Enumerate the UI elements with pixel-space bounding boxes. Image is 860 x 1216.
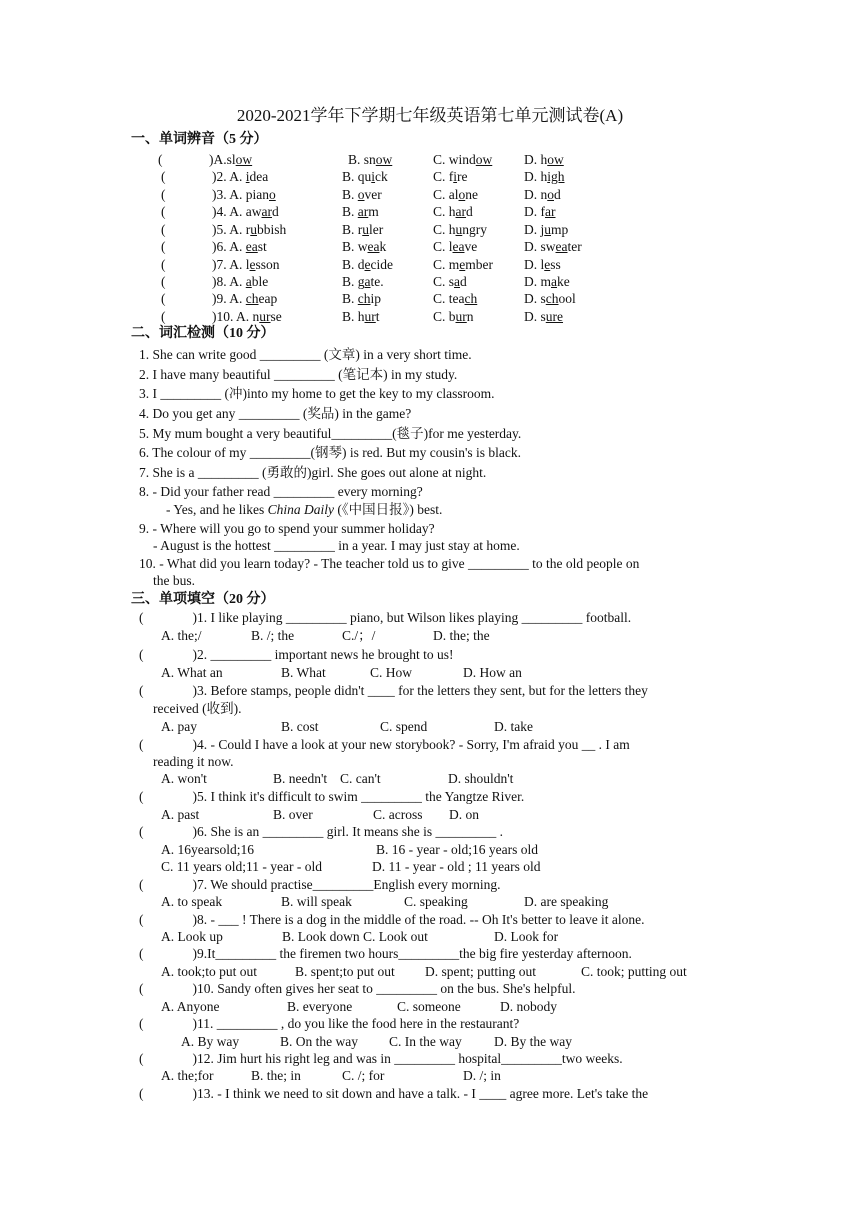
option-d: D. sweater: [524, 239, 582, 254]
mc-question: ( )12. Jim hurt his right leg and was in _________ hospital_________two weeks.: [139, 1051, 623, 1066]
option-d: D. school: [524, 291, 576, 306]
vocab-item: 7. She is a _________ (勇敢的)girl. She goes out alone at night.: [139, 465, 487, 480]
option-a: )4. A. award: [212, 204, 279, 219]
option: D. nobody: [500, 999, 557, 1014]
option: A. By way: [181, 1034, 240, 1049]
option-c: C. member: [433, 257, 494, 272]
mc-question: ( )2. _________ important news he brought to us!: [139, 647, 454, 662]
answer-bracket: (: [161, 169, 166, 184]
vocab-item-cont: the bus.: [153, 573, 195, 588]
option-c: C. window: [433, 152, 493, 167]
mc-question: ( )5. I think it's difficult to swim _________ the Yangtze River.: [139, 789, 525, 804]
mc-question: ( )6. She is an _________ girl. It means she is _________ .: [139, 824, 503, 839]
option-b: B. ruler: [342, 222, 384, 237]
option-c: C. leave: [433, 239, 478, 254]
option: C. How: [370, 665, 413, 680]
option-a: )5. A. rubbish: [212, 222, 287, 237]
mc-question: ( )11. _________ , do you like the food here in the restaurant?: [139, 1016, 520, 1031]
vocab-item: 2. I have many beautiful _________ (笔记本) in my study.: [139, 367, 458, 382]
option-b: B. over: [342, 187, 382, 202]
answer-bracket: (: [161, 187, 166, 202]
option: D. How an: [463, 665, 522, 680]
option: C. took; putting out: [581, 964, 687, 979]
option: B. over: [273, 807, 313, 822]
option-c: C. burn: [433, 309, 474, 324]
mc-question: ( )10. Sandy often gives her seat to _________ on the bus. She's helpful.: [139, 981, 576, 996]
option: B. On the way: [280, 1034, 358, 1049]
mc-question-cont: received (收到).: [153, 701, 242, 716]
option: D. shouldn't: [448, 771, 514, 786]
option: D. 11 - year - old ; 11 years old: [372, 859, 541, 874]
vocab-item-reply: - August is the hottest _________ in a year. I may just stay at home.: [153, 538, 520, 553]
option: B. needn't: [273, 771, 328, 786]
option: B. /; the: [251, 628, 295, 643]
answer-bracket: (: [158, 152, 163, 167]
vocab-item: 10. - What did you learn today? - The teacher told us to give _________ to the old people on: [139, 556, 640, 571]
answer-bracket: (: [161, 204, 166, 219]
option-d: D. far: [524, 204, 556, 219]
option: D. Look for: [494, 929, 559, 944]
mc-question: ( )8. - ___ ! There is a dog in the middle of the road. -- Oh It's better to leave it alone.: [139, 912, 645, 927]
option-c: C. sad: [433, 274, 467, 289]
mc-question: ( )4. - Could I have a look at your new storybook? - Sorry, I'm afraid you __ . I am: [139, 737, 630, 752]
answer-bracket: (: [161, 257, 166, 272]
option: D. are speaking: [524, 894, 609, 909]
vocab-item: 6. The colour of my _________(钢琴) is red. But my cousin's is black.: [139, 445, 522, 460]
option: B. What: [281, 665, 326, 680]
option-d: D. how: [524, 152, 564, 167]
mc-question: ( )9.It_________ the firemen two hours_________the big fire yesterday afternoon.: [139, 946, 632, 961]
option-b: B. arm: [342, 204, 379, 219]
option: D. the; the: [433, 628, 490, 643]
answer-bracket: (: [161, 291, 166, 306]
option: D. By the way: [494, 1034, 572, 1049]
option-c: C. alone: [433, 187, 478, 202]
vocab-item: 8. - Did your father read _________ every morning?: [139, 484, 423, 499]
option: D. take: [494, 719, 533, 734]
option: D. spent; putting out: [425, 964, 536, 979]
option-a: )2. A. idea: [212, 169, 269, 184]
option-d: D. jump: [524, 222, 569, 237]
answer-bracket: (: [161, 222, 166, 237]
mc-question-cont: reading it now.: [153, 754, 234, 769]
vocab-item: 5. My mum bought a very beautiful_________(毯子)for me yesterday.: [139, 426, 522, 441]
option-c: C. hard: [433, 204, 473, 219]
option: A. the;/: [161, 628, 202, 643]
option: A. to speak: [161, 894, 223, 909]
option-d: D. make: [524, 274, 570, 289]
answer-bracket: (: [161, 239, 166, 254]
option-a: )A.slow: [209, 152, 253, 167]
option-c: C. teach: [433, 291, 478, 306]
option-a: )10. A. nurse: [212, 309, 282, 324]
answer-bracket: (: [161, 309, 166, 324]
vocab-item: 3. I _________ (冲)into my home to get the key to my classroom.: [139, 386, 495, 401]
option: B. everyone: [287, 999, 353, 1014]
section-heading: 一、单词辨音（5 分）: [131, 132, 268, 147]
option-b: B. snow: [348, 152, 393, 167]
option: D. on: [449, 807, 479, 822]
option: A. took;to put out: [161, 964, 258, 979]
option: B. spent;to put out: [295, 964, 395, 979]
mc-question: ( )7. We should practise_________English every morning.: [139, 877, 501, 892]
option: A. the;for: [161, 1068, 214, 1083]
option: C. someone: [397, 999, 461, 1014]
option: A. pay: [161, 719, 197, 734]
section-heading: 二、词汇检测（10 分）: [131, 326, 275, 341]
option: B. cost: [281, 719, 319, 734]
option-a: )6. A. east: [212, 239, 267, 254]
option-a: )3. A. piano: [212, 187, 276, 202]
option-d: D. high: [524, 169, 565, 184]
option: C. speaking: [404, 894, 468, 909]
option: C./；/: [342, 628, 376, 643]
option: C. spend: [380, 719, 428, 734]
option: A. 16yearsold;16: [161, 842, 254, 857]
option-b: B. weak: [342, 239, 387, 254]
answer-bracket: (: [161, 274, 166, 289]
option: A. won't: [161, 771, 207, 786]
option: A. Look up: [161, 929, 223, 944]
option: B. the; in: [251, 1068, 301, 1083]
mc-question: ( )1. I like playing _________ piano, but Wilson likes playing _________ football.: [139, 610, 632, 625]
option-b: B. chip: [342, 291, 382, 306]
option: D. /; in: [463, 1068, 501, 1083]
option-a: )9. A. cheap: [212, 291, 278, 306]
option-a: )7. A. lesson: [212, 257, 280, 272]
mc-question: ( )3. Before stamps, people didn't ____ for the letters they sent, but for the letters they: [139, 683, 648, 698]
section-heading: 三、单项填空（20 分）: [131, 592, 275, 607]
option: B. will speak: [281, 894, 352, 909]
vocab-item-reply: - Yes, and he likes China Daily (《中国日报》) best.: [166, 502, 443, 517]
page-title: 2020-2021学年下学期七年级英语第七单元测试卷(A): [236, 106, 624, 125]
option-b: B. quick: [342, 169, 388, 184]
option-b: B. hurt: [342, 309, 380, 324]
option: C. can't: [340, 771, 381, 786]
option: A. Anyone: [161, 999, 220, 1014]
vocab-item: 4. Do you get any _________ (奖品) in the game?: [139, 406, 412, 421]
option-a: )8. A. able: [212, 274, 269, 289]
option-c: C. hungry: [433, 222, 488, 237]
option-b: B. decide: [342, 257, 394, 272]
option: B. 16 - year - old;16 years old: [376, 842, 538, 857]
option: A. past: [161, 807, 200, 822]
option: A. What an: [161, 665, 223, 680]
vocab-item: 1. She can write good _________ (文章) in a very short time.: [139, 347, 472, 362]
option: C. In the way: [389, 1034, 462, 1049]
option-d: D. less: [524, 257, 561, 272]
option-c: C. fire: [433, 169, 468, 184]
option: C. across: [373, 807, 423, 822]
mc-question: ( )13. - I think we need to sit down and have a talk. - I ____ agree more. Let's take the: [139, 1086, 649, 1101]
vocab-item: 9. - Where will you go to spend your summer holiday?: [139, 521, 435, 536]
option-b: B. gate.: [342, 274, 384, 289]
option: B. Look down C. Look out: [282, 929, 428, 944]
option: C. /; for: [342, 1068, 385, 1083]
option-d: D. nod: [524, 187, 561, 202]
option-d: D. sure: [524, 309, 564, 324]
option: C. 11 years old;11 - year - old: [161, 859, 322, 874]
